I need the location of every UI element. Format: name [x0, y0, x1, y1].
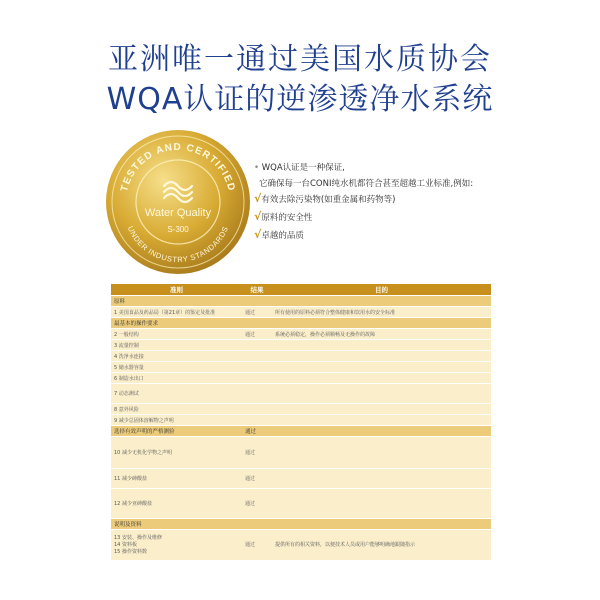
header-criteria: 准则: [111, 284, 242, 296]
criteria-cell: 原料: [111, 296, 242, 307]
table-row: [111, 351, 491, 362]
result-cell: [242, 296, 272, 307]
certification-criteria-table: [111, 284, 491, 560]
criteria-cell: 11 减少砷酸盐: [111, 469, 242, 489]
purpose-cell: [272, 437, 491, 469]
header-purpose: 目的: [272, 284, 491, 296]
purpose-cell: [272, 426, 491, 437]
wqa-certification-seal: [104, 128, 252, 276]
purpose-cell: [272, 384, 491, 404]
result-cell: 通过: [242, 307, 272, 318]
purpose-cell: [272, 469, 491, 489]
criteria-cell: 说明及资料: [111, 519, 242, 530]
table-row: [111, 530, 491, 560]
criteria-cell: 4 洗净水连接: [111, 351, 242, 362]
purpose-cell: [272, 489, 491, 519]
criteria-cell: 8 意外风险: [111, 404, 242, 415]
result-cell: [242, 519, 272, 530]
bullet-text: 原料的安全性: [261, 213, 313, 223]
checkmark-icon: √: [254, 228, 262, 241]
checkmark-icon: √: [254, 192, 262, 205]
criteria-cell: 1 美国食品及药品局（第21章）的鉴定及批准: [111, 307, 242, 318]
bullet-item: [259, 177, 473, 189]
table-section-row: [111, 426, 491, 437]
page-title-line-2: WQA认证的逆渗透净水系统: [106, 82, 494, 117]
purpose-cell: [272, 351, 491, 362]
result-cell: [242, 340, 272, 351]
criteria-cell: 10 减少无机化学物之声明: [111, 437, 242, 469]
criteria-cell: 13 安装、操作及维修 14 资料板 15 操作资料数: [111, 530, 242, 560]
criteria-cell: 12 减少亚砷酸盐: [111, 489, 242, 519]
purpose-cell: [272, 404, 491, 415]
criteria-cell: 最基本的操作要求: [111, 318, 242, 329]
criteria-cell: 2 一般结构: [111, 329, 242, 340]
purpose-cell: 所有使用的原料必须符合整体健康和饮用水的安全标准: [272, 307, 491, 318]
bullet-item: [254, 228, 304, 241]
criteria-cell: 5 储水器容量: [111, 362, 242, 373]
criteria-cell: 选择有效声明的严格测验: [111, 426, 242, 437]
result-cell: [242, 415, 272, 426]
table-row: [111, 489, 491, 519]
bullet-text: 卓越的品质: [261, 231, 304, 241]
table-row: [111, 437, 491, 469]
result-cell: [242, 373, 272, 384]
result-cell: [242, 318, 272, 329]
bullet-item: [254, 192, 395, 205]
criteria-cell: 3 流量控制: [111, 340, 242, 351]
header-result: 结果: [242, 284, 272, 296]
purpose-cell: [272, 340, 491, 351]
table-section-row: [111, 519, 491, 530]
checkmark-icon: √: [254, 210, 262, 223]
seal-bottom-text: UNDER INDUSTRY STANDARDS: [125, 224, 231, 265]
purpose-cell: [272, 362, 491, 373]
bullet-item: [254, 210, 312, 223]
bullet-dot-icon: •: [254, 163, 260, 173]
seal-code: S-300: [167, 225, 189, 234]
purpose-cell: [272, 373, 491, 384]
result-cell: 通过: [242, 329, 272, 340]
table-row: [111, 373, 491, 384]
result-cell: 通过: [242, 489, 272, 519]
result-cell: 通过: [242, 469, 272, 489]
purpose-cell: [272, 415, 491, 426]
table-section-row: [111, 296, 491, 307]
criteria-cell: 9 减少总固体溶解物之声明: [111, 415, 242, 426]
purpose-cell: 提供所有的相关资料，以便技术人员或用户能够明确地跟随指示: [272, 530, 491, 560]
table-row: [111, 307, 491, 318]
table-section-row: [111, 318, 491, 329]
bullet-text: 有效去除污染物(如重金属和药物等): [261, 195, 396, 205]
result-cell: [242, 362, 272, 373]
bullet-text: WQA认证是一种保证,: [261, 163, 345, 173]
seal-center-text: Water Quality: [144, 207, 212, 219]
table-row: [111, 469, 491, 489]
result-cell: 通过: [242, 426, 272, 437]
purpose-cell: [272, 296, 491, 307]
table-header-row: [111, 284, 491, 296]
result-cell: [242, 384, 272, 404]
table-row: [111, 362, 491, 373]
bullet-item: [254, 161, 345, 173]
page-title-line-1: 亚洲唯一通过美国水质协会: [108, 42, 492, 77]
purpose-cell: [272, 519, 491, 530]
result-cell: 通过: [242, 437, 272, 469]
seal-top-text: TESTED AND CERTIFIED: [119, 141, 237, 193]
table-row: [111, 404, 491, 415]
criteria-cell: 6 制造水出口: [111, 373, 242, 384]
result-cell: [242, 351, 272, 362]
table-body: [111, 296, 491, 560]
table-row: [111, 329, 491, 340]
table-row: [111, 384, 491, 404]
purpose-cell: 系统必须稳定，操作必须顺畅及无操作的故障: [272, 329, 491, 340]
criteria-cell: 7 动态测试: [111, 384, 242, 404]
bullet-text: 它确保每一台CONI纯水机都符合甚至超越工业标准,例如:: [259, 179, 474, 189]
result-cell: [242, 404, 272, 415]
purpose-cell: [272, 318, 491, 329]
table-row: [111, 415, 491, 426]
result-cell: 通过: [242, 530, 272, 560]
table-row: [111, 340, 491, 351]
